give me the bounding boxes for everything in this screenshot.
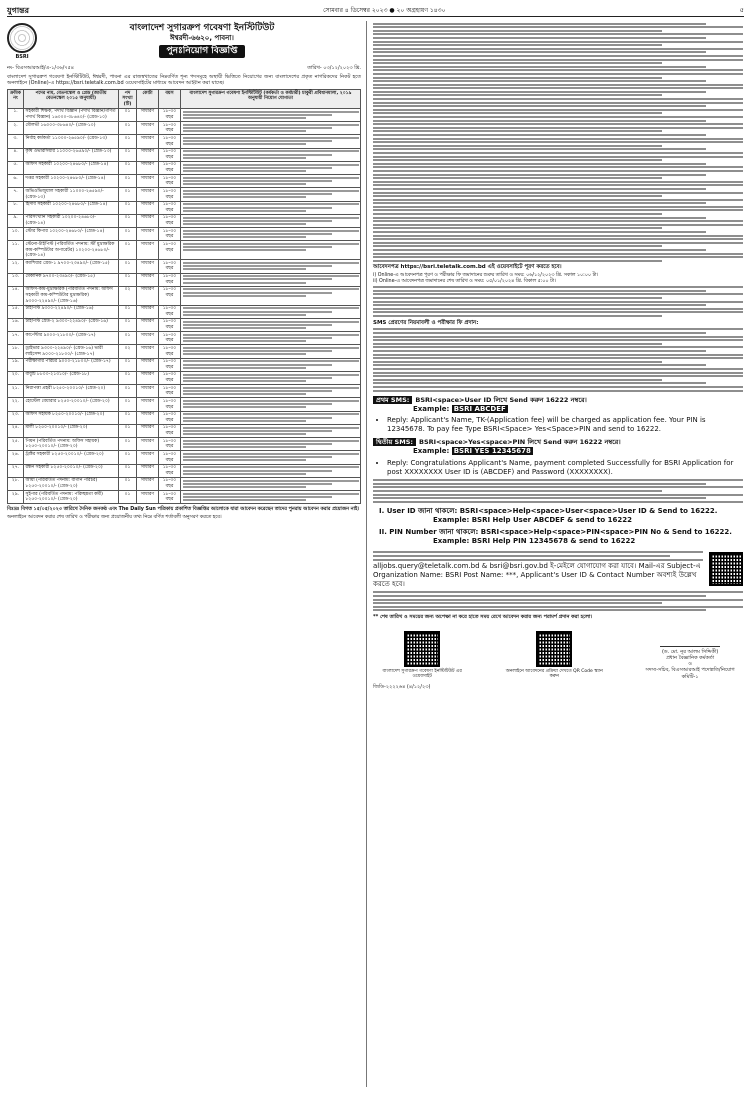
table-row (8, 286, 361, 305)
cell-quota: সাধারণ (137, 332, 159, 345)
cell-count: ০১ (119, 371, 137, 384)
cell-quota: সাধারণ (137, 188, 159, 201)
cell-post: হিসাব সহকারী ১০২০০-২৪৬৮০/- (গ্রেড-১৪) (24, 201, 119, 214)
cell-count: ০১ (119, 451, 137, 464)
cell-post: নিরাপত্তা প্রহরী ৮২৫০-২০০১০/- (গ্রেড-২০) (24, 385, 119, 398)
table-row (8, 188, 361, 201)
cell-age: ১৮-৩০ বছর (159, 411, 181, 424)
cell-sl: ৪. (8, 148, 24, 161)
cell-age: ১৮-৩০ বছর (159, 358, 181, 371)
cell-sl: ১৭. (8, 332, 24, 345)
sms1-label: প্রথম SMS: (373, 396, 412, 404)
cell-post: মালী ৮২৫০-২০০১০/- (গ্রেড-২০) (24, 424, 119, 437)
cell-quota: সাধারণ (137, 122, 159, 135)
cell-post: ক্যাশিয়ার গ্রেড-১ ৯৭০০-২৩৪৯০/- (গ্রেড-১৫) (24, 260, 119, 273)
cell-age: ১৮-৩০ বছর (159, 371, 181, 384)
sms2-example: Example: BSRI YES 12345678 (413, 447, 531, 456)
ad-header (7, 21, 361, 62)
cell-quota: সাধারণ (137, 148, 159, 161)
cell-age: ১৮-৩০ বছর (159, 345, 181, 358)
intro-paragraph: বাংলাদেশ সুগারক্রপ গবেষণা ইনস্টিটিউট, ঈশ্বরদী, পাবনা এর রাজস্বখাতের নিম্নবর্ণিত শূন্য পদসমূহে অস্থায়ী ভিত্তিতে নিয়োগের জন্য বাংলাদেশের প্রকৃত নাগরিকদের নিকট হতে অনলাইনে (Online)-এ https://bsri.teletalk.com.bd ওয়েবসাইটের মাধ্যমে আবেদন আহ্বান করা যাচ্ছে। (7, 73, 361, 86)
help-pin: II. PIN Number জানা থাকলে: BSRI<space>Help<space>PIN<space>PIN No & Send to 16222. (379, 528, 732, 537)
cell-qualification (181, 398, 361, 411)
col-quota: কোটা (137, 90, 159, 109)
organization-address: ঈশ্বরদী-৬৬২০, পাবনা। (170, 34, 234, 43)
cell-quota: সাধারণ (137, 260, 159, 273)
cell-age: ১৮-৩০ বছর (159, 286, 181, 305)
sms1-row (373, 396, 743, 404)
cell-quota: সাধারণ (137, 175, 159, 188)
table-row (8, 345, 361, 358)
cell-qualification (181, 451, 361, 464)
cell-count: ০১ (119, 260, 137, 273)
cell-post: নির্বাহ কর্মকর্তা ১১০০০-২৬৫৯০/- (গ্রেড-১৩) (24, 135, 119, 148)
qr-process: অনলাইনে আবেদনের প্রক্রিয়া দেখতে QR Code স্ক্যান করুন (501, 631, 607, 680)
cell-age: ১৮-৩০ বছর (159, 214, 181, 227)
cell-qualification (181, 345, 361, 358)
col-post: পদের নাম, বেতনস্কেল ও গ্রেড (জাতীয় বেতনস্কেল ২০১৫ অনুযায়ী) (24, 90, 119, 109)
cell-count: ০১ (119, 135, 137, 148)
cell-age: ১৮-৩০ বছর (159, 305, 181, 318)
apply-url-line: আবেদনপত্র https://bsri.teletalk.com.bd এই ওয়েবসাইটে পূরণ করতে হবে। (373, 263, 562, 270)
cell-sl: ১২. (8, 260, 24, 273)
cell-sl: ২. (8, 122, 24, 135)
cell-quota: সাধারণ (137, 464, 159, 477)
cell-sl: ১৯. (8, 358, 24, 371)
cell-post: স্টেনো-টাইপিস্ট (পরিবর্তিত পদনাম: স্টাঁ মুদ্রাক্ষরিক কাম-কম্পিউটার অপারেটর) ১০২০০-২৪৬৮০/- (গ্রেড-১৪) (24, 241, 119, 260)
table-row (8, 241, 361, 260)
cell-age: ১৮-৩০ বছর (159, 201, 181, 214)
signer-title: প্রধান বৈজ্ঞানিক কর্মকর্তা (666, 654, 715, 661)
cell-count: ০১ (119, 318, 137, 331)
cell-count: ০১ (119, 241, 137, 260)
cell-quota: সাধারণ (137, 385, 159, 398)
cell-post: ড্রাইভার ৯৩০০-২২৪৯০/- (গ্রেড-১৬) ভারী লাইসেন্স ৯০০০-২১৮০০/- (গ্রেড-১৭) (24, 345, 119, 358)
cell-qualification (181, 318, 361, 331)
bsri-logo-icon (7, 23, 37, 53)
memo-date: তারিখ- ০৩/১২/২০২৩ খ্রি. (307, 65, 361, 72)
website-qr-icon (404, 631, 440, 667)
cell-post: অভিওভিজুয়াল সহকারী ১১০০০-২৬৫৯০/- (গ্রেড-১৩) (24, 188, 119, 201)
cell-qualification (181, 491, 361, 504)
cell-age: ১৮-৩০ বছর (159, 273, 181, 286)
cell-count: ০১ (119, 188, 137, 201)
sms1-example: Example: BSRI ABCDEF (413, 404, 506, 413)
cell-age: ১৮-৩০ বছর (159, 175, 181, 188)
table-row (8, 464, 361, 477)
page-number: ৫ (739, 6, 744, 15)
notice-title: পুনঃনিয়োগ বিজ্ঞপ্তি (159, 45, 246, 58)
cell-qualification (181, 371, 361, 384)
cell-count: ০১ (119, 161, 137, 174)
table-row (8, 135, 361, 148)
cell-post: টাইপিস্ট গ্রেড-২ ৯৩০০-২২৪৯০/- (গ্রেড-১৬) (24, 318, 119, 331)
cell-count: ০১ (119, 424, 137, 437)
cell-count: ০১ (119, 228, 137, 241)
cell-count: ০১ (119, 214, 137, 227)
cell-qualification (181, 477, 361, 490)
cell-qualification (181, 201, 361, 214)
cell-quota: সাধারণ (137, 305, 159, 318)
cell-post: অফিস-কাম-মুদ্রাক্ষরিক (পরিবর্তিত পদনাম: অফিস সহকারী কাম-কম্পিউটার মুদ্রাক্ষরিক) ৯৩০০-২২৪৯০/- (গ্রেড-১৬) (24, 286, 119, 305)
cell-sl: ১৬. (8, 318, 24, 331)
cell-count: ০১ (119, 411, 137, 424)
facebook-qr-icon (709, 552, 743, 586)
cell-quota: সাধারণ (137, 241, 159, 260)
cell-qualification (181, 411, 361, 424)
footnote-2: অনলাইনে আবেদন করার শেষ তারিখ ও পরীক্ষার জন্য প্রয়োজনীয় তথ্য নিম্নে বর্ণিত শর্তাবলী অনুসরণ করতে হবে। (7, 515, 222, 521)
table-row (8, 305, 361, 318)
cell-quota: সাধারণ (137, 161, 159, 174)
col-count: পদ সংখ্যা (টি) (119, 90, 137, 109)
table-row (8, 148, 361, 161)
cell-age: ১৮-৩০ বছর (159, 260, 181, 273)
cell-sl: ২৬. (8, 451, 24, 464)
cell-post: অফিস সহায়ক ৮২৫০-২০০১০/- (গ্রেড-২০) (24, 411, 119, 424)
online-start: i) Online-এ আবেদনপত্র পূরণ ও পরীক্ষার ফি জমাদানের শুরুর তারিখ ও সময়: ০৬/১২/২০২৩ খ্রি. সকাল ১০:০০ টা। (373, 272, 599, 278)
cell-qualification (181, 188, 361, 201)
cell-count: ০১ (119, 122, 137, 135)
cell-qualification (181, 161, 361, 174)
cell-age: ১৮-৩০ বছর (159, 491, 181, 504)
cell-count: ০১ (119, 464, 137, 477)
cell-age: ১৮-৩০ বছর (159, 108, 181, 121)
cell-count: ০২ (119, 286, 137, 305)
newspaper-brand: যুগান্তর (7, 5, 30, 15)
cell-count: ০১ (119, 175, 137, 188)
cell-post: পরীক্ষাগার পরিচর ৯০০০-২১৮০০/- (গ্রেড-১৭) (24, 358, 119, 371)
cell-count: ০১ (119, 477, 137, 490)
cell-age: ১৮-৩০ বছর (159, 451, 181, 464)
cell-qualification (181, 385, 361, 398)
table-row (8, 451, 361, 464)
cell-post: টাইপিস্ট ৯৩০০-২২৪৯০/- (গ্রেড-১৬) (24, 305, 119, 318)
cell-sl: ২২. (8, 398, 24, 411)
reply1: • Reply: Applicant's Name, TK-(Application fee) will be charged as application fee. Your PIN is 12345678. To pay fee Type BSRI<Space> Yes<Space>PIN and send to 16222. (379, 416, 743, 434)
cell-age: ১৮-৩০ বছর (159, 438, 181, 451)
cell-qualification (181, 108, 361, 121)
cell-sl: ২৩. (8, 411, 24, 424)
table-row (8, 411, 361, 424)
conditions-block (373, 23, 743, 262)
table-row (8, 273, 361, 286)
memo-number: নং- বিএসআরআই/এ-১/৩৬/৭৫৪ (7, 65, 75, 72)
cell-qualification (181, 464, 361, 477)
cell-age: ১৮-৩০ বছর (159, 241, 181, 260)
table-row (8, 318, 361, 331)
table-row (8, 161, 361, 174)
cell-post: দপ্তর সহকারী ১০২০০-২৪৬৮০/- (গ্রেড-১৪) (24, 175, 119, 188)
memo-row (7, 65, 361, 71)
cell-post: কৃষি ওভারসিয়ার ১১০০০-২৬৫৯০/- (গ্রেড-১৩) (24, 148, 119, 161)
logo-caption: BSRI (15, 54, 29, 60)
table-row (8, 491, 361, 504)
cell-quota: সাধারণ (137, 411, 159, 424)
qr-website: বাংলাদেশ সুগারক্রপ গবেষণা ইনস্টিটিউট এর ওয়েবসাইট (373, 631, 471, 680)
cell-post: সহকারী শিক্ষক, পদার্থ বিজ্ঞান (পদার্থ বিজ্ঞান/গণিত পদার্থ বিজ্ঞান) ১৬০০০-৩৮৬৪০/- (গ্রেড-১০) (24, 108, 119, 121)
signer-name: (ড. মো. নূর আলম সিদ্দিকী) (661, 648, 719, 655)
cell-post: ট্রাক্টর সহকারী ৮২৫০-২০০১০/- (গ্রেড-২০) (24, 451, 119, 464)
cell-count: ০১ (119, 491, 137, 504)
cell-qualification (181, 135, 361, 148)
cell-sl: ৬. (8, 175, 24, 188)
cell-qualification (181, 286, 361, 305)
cell-quota: সাধারণ (137, 286, 159, 305)
left-column (7, 21, 367, 1087)
cell-qualification (181, 424, 361, 437)
cell-post: কার্পেন্টার ৯০০০-২১৮০০/- (গ্রেড-১৭) (24, 332, 119, 345)
cell-quota: সাধারণ (137, 451, 159, 464)
table-row (8, 332, 361, 345)
cell-age: ১৮-৩০ বছর (159, 188, 181, 201)
cell-sl: ২৫. (8, 438, 24, 451)
help-pin-example: Example: BSRI Help PIN 12345678 & send to 16222 (433, 537, 636, 546)
posts-table (7, 89, 361, 504)
cell-post: বাবুর্চি ৮৮০০-২১৩১০/- (গ্রেড-১৮) (24, 371, 119, 384)
cell-quota: সাধারণ (137, 345, 159, 358)
cell-qualification (181, 122, 361, 135)
cell-count: ০১ (119, 385, 137, 398)
cell-quota: সাধারণ (137, 424, 159, 437)
cell-count: ০১ (119, 148, 137, 161)
newspaper-date: সোমবার ৪ ডিসেম্বর ২০২৩ ● ২০ অগ্রহায়ণ ১৪৩০ (323, 6, 446, 14)
cell-post: অফিস সহকারী ১০২০০-২৪৬৮০/- (গ্রেড-১৪) (24, 161, 119, 174)
cell-quota: সাধারণ (137, 398, 159, 411)
cell-quota: সাধারণ (137, 273, 159, 286)
online-dates (373, 273, 743, 317)
table-row (8, 201, 361, 214)
right-column (373, 21, 743, 1087)
cell-quota: সাধারণ (137, 201, 159, 214)
signer-title-3: সদস্য-সচিব, বিএসআরআই পদোন্নতি/নিয়োগ কমিটি-১ (645, 667, 735, 680)
reply2: • Reply: Congratulations Applicant's Name, payment completed Successfully for BSRI Application for post XXXXXXXX User ID is (ABCDEF) and Password (XXXXXXXX). (379, 459, 743, 477)
cell-sl: ২৭. (8, 464, 24, 477)
cell-qualification (181, 273, 361, 286)
newspaper-header (7, 5, 744, 17)
table-row (8, 122, 361, 135)
cell-quota: সাধারণ (137, 135, 159, 148)
cell-count: ০১ (119, 108, 137, 121)
process-qr-icon (536, 631, 572, 667)
table-row (8, 438, 361, 451)
cell-age: ১৮-৩০ বছর (159, 318, 181, 331)
cell-post: রন্ধন সহকারী ৮২৫০-২০০১০/- (গ্রেড-২০) (24, 464, 119, 477)
cell-post: পরিসংখ্যান সহকারী ১০২০০-২৪৬৮০/- (গ্রেড-১৪) (24, 214, 119, 227)
cell-age: ১৮-৩০ বছর (159, 148, 181, 161)
sms-section-title: SMS প্রেরণের নিয়মাবলী ও পরীক্ষার ফি প্রদান: (373, 319, 479, 326)
cell-sl: ১৩. (8, 273, 24, 286)
cell-sl: ৭. (8, 188, 24, 201)
cell-sl: ১. (8, 108, 24, 121)
cell-count: ০১ (119, 438, 137, 451)
cell-sl: ৩. (8, 135, 24, 148)
table-row (8, 398, 361, 411)
signature-block (637, 633, 743, 680)
cell-qualification (181, 332, 361, 345)
cell-qualification (181, 358, 361, 371)
cell-qualification (181, 175, 361, 188)
cell-qualification (181, 438, 361, 451)
cell-qualification (181, 241, 361, 260)
cell-age: ১৮-৩০ বছর (159, 161, 181, 174)
cell-quota: সাধারণ (137, 108, 159, 121)
table-row (8, 477, 361, 490)
cell-post: পিয়ন (পরিবর্তিত পদনাম: অফিস সহায়ক) ৮২৫০-২০০১০/- (গ্রেড-২০) (24, 438, 119, 451)
cell-quota: সাধারণ (137, 477, 159, 490)
sms2-format: BSRI<space>Yes<space>PIN লিখে Send করুন 16222 নম্বরে। (418, 437, 621, 446)
table-row (8, 385, 361, 398)
cell-quota: সাধারণ (137, 438, 159, 451)
cell-quota: সাধারণ (137, 228, 159, 241)
cell-age: ১৮-৩০ বছর (159, 135, 181, 148)
cell-quota: সাধারণ (137, 214, 159, 227)
bottom-qrs (373, 631, 743, 680)
signature-icon (660, 633, 720, 647)
cell-qualification (181, 260, 361, 273)
cell-qualification (181, 305, 361, 318)
cell-count: ০২ (119, 345, 137, 358)
cell-sl: ১০. (8, 228, 24, 241)
cell-sl: ৫. (8, 161, 24, 174)
cell-quota: সাধারণ (137, 358, 159, 371)
online-end: ii) Online-এ আবেদনপত্র জমাদানের শেষ তারিখ ও সময়: ০৫/০১/২০২৪ খ্রি. বিকাল ৫:০০ টা। (373, 278, 556, 284)
cell-sl: ১৮. (8, 345, 24, 358)
cell-sl: ২৯. (8, 491, 24, 504)
cell-quota: সাধারণ (137, 318, 159, 331)
cell-sl: ২১. (8, 385, 24, 398)
cell-count: ০১ (119, 332, 137, 345)
cell-qualification (181, 228, 361, 241)
warning-note: ** শেষ তারিখ ও সময়ের জন্য অপেক্ষা না করে হাতে সময় রেখে আবেদন করার জন্য পরামর্শ প্রদান করা হলো। (373, 614, 593, 621)
col-qualification: বাংলাদেশ সুগারক্রপ গবেষণা ইনস্টিটিউট (কর্মকর্তা ও কর্মচারী) চাকুরী প্রবিধানমালা, ২০১৯ অনুযায়ী নিয়োগ যোগ্যতা (181, 90, 361, 109)
col-sl: ক্রমিক নং (8, 90, 24, 109)
cell-sl: ১১. (8, 241, 24, 260)
table-row (8, 228, 361, 241)
sms2-row (373, 438, 743, 446)
help-user-id: I. User ID জানা থাকলে: BSRI<space>Help<space>User<space>User ID & Send to 16222. (379, 506, 718, 515)
cell-sl: ১৪. (8, 286, 24, 305)
cell-quota: সাধারণ (137, 371, 159, 384)
cell-qualification (181, 148, 361, 161)
cell-sl: ১৫. (8, 305, 24, 318)
table-row (8, 260, 361, 273)
cell-count: ০১ (119, 305, 137, 318)
cell-qualification (181, 214, 361, 227)
cell-count: ০১ (119, 201, 137, 214)
cell-post: হোস্টেল বেয়ারার ৮২৫০-২০০১০/- (গ্রেড-২০) (24, 398, 119, 411)
cell-age: ১৮-৩০ বছর (159, 477, 181, 490)
footnote-1: বিঃদ্রঃ বিগত ১৫/০৫/২০২৩ তারিখে দৈনিক জনকণ্ঠ এবং The Daily Sun পত্রিকায় প্রকাশিত বিজ্ঞপ্তির আলোকে যারা আবেদন করেছেন তাদের পুনরায় আবেদন করার প্রয়োজন নাই। (7, 507, 360, 513)
cell-sl: ৮. (8, 201, 24, 214)
table-row (8, 214, 361, 227)
table-row (8, 108, 361, 121)
cell-age: ১৮-৩০ বছর (159, 385, 181, 398)
cell-post: আয়া (পরিবর্তিত পদনাম: বাগান পরিচর) ৮২৫০-২০০১০/- (গ্রেড-২০) (24, 477, 119, 490)
col-age: বয়স (159, 90, 181, 109)
cell-quota: সাধারণ (137, 491, 159, 504)
signer-title-2: ও (688, 661, 692, 668)
table-row (8, 175, 361, 188)
sms1-format: BSRI<space>User ID লিখে Send করুন 16222 নম্বরে। (415, 395, 587, 404)
gd-number: জিডি-২২২২৬৪ (৪/১২/২৩) (373, 683, 431, 690)
cell-post: স্টোর কিপার ১০২০০-২৪৬৮০/- (গ্রেড-১৪) (24, 228, 119, 241)
cell-age: ১৮-৩০ বছর (159, 398, 181, 411)
table-row (8, 358, 361, 371)
cell-count: ০১ (119, 358, 137, 371)
contact-email: alljobs.query@teletalk.com.bd & bsri@bsri.gov.bd ই-মেইলে যোগাযোগ করা যাবে। Mail-এর Subject-এ Organization Name: BSRI Post Name: ***, Applicant's User ID & Contact Number অবশ্যই উল্লেখ করতে হবে। (373, 562, 701, 588)
cell-count: ০১ (119, 398, 137, 411)
table-row (8, 371, 361, 384)
cell-sl: ২৪. (8, 424, 24, 437)
organization-name: বাংলাদেশ সুগারক্রপ গবেষণা ইনস্টিটিউট (129, 23, 275, 33)
cell-post: মেকানিক ৯৭০০-২৩৪৯০/- (গ্রেড-১৫) (24, 273, 119, 286)
help-user-id-example: Example: BSRI Help User ABCDEF & send to 16222 (433, 515, 632, 524)
cell-count: ০১ (119, 273, 137, 286)
cell-age: ১৮-৩০ বছর (159, 332, 181, 345)
cell-sl: ৯. (8, 214, 24, 227)
sms2-label: দ্বিতীয় SMS: (373, 438, 416, 446)
cell-post: সুইপার (পরিবর্তিত পদনাম: পরিচ্ছন্নতা কর্মী) ৮২৫০-২০০১০/- (গ্রেড-২০) (24, 491, 119, 504)
cell-sl: ২০. (8, 371, 24, 384)
cell-age: ১৮-৩০ বছর (159, 424, 181, 437)
cell-age: ১৮-৩০ বছর (159, 228, 181, 241)
cell-post: মৌলভী ১৬০০০-৩৮৬৪০/- (গ্রেড-১০) (24, 122, 119, 135)
table-row (8, 424, 361, 437)
cell-sl: ২৮. (8, 477, 24, 490)
cell-age: ১৮-৩০ বছর (159, 464, 181, 477)
cell-age: ১৮-৩০ বছর (159, 122, 181, 135)
contact-area (373, 550, 743, 589)
